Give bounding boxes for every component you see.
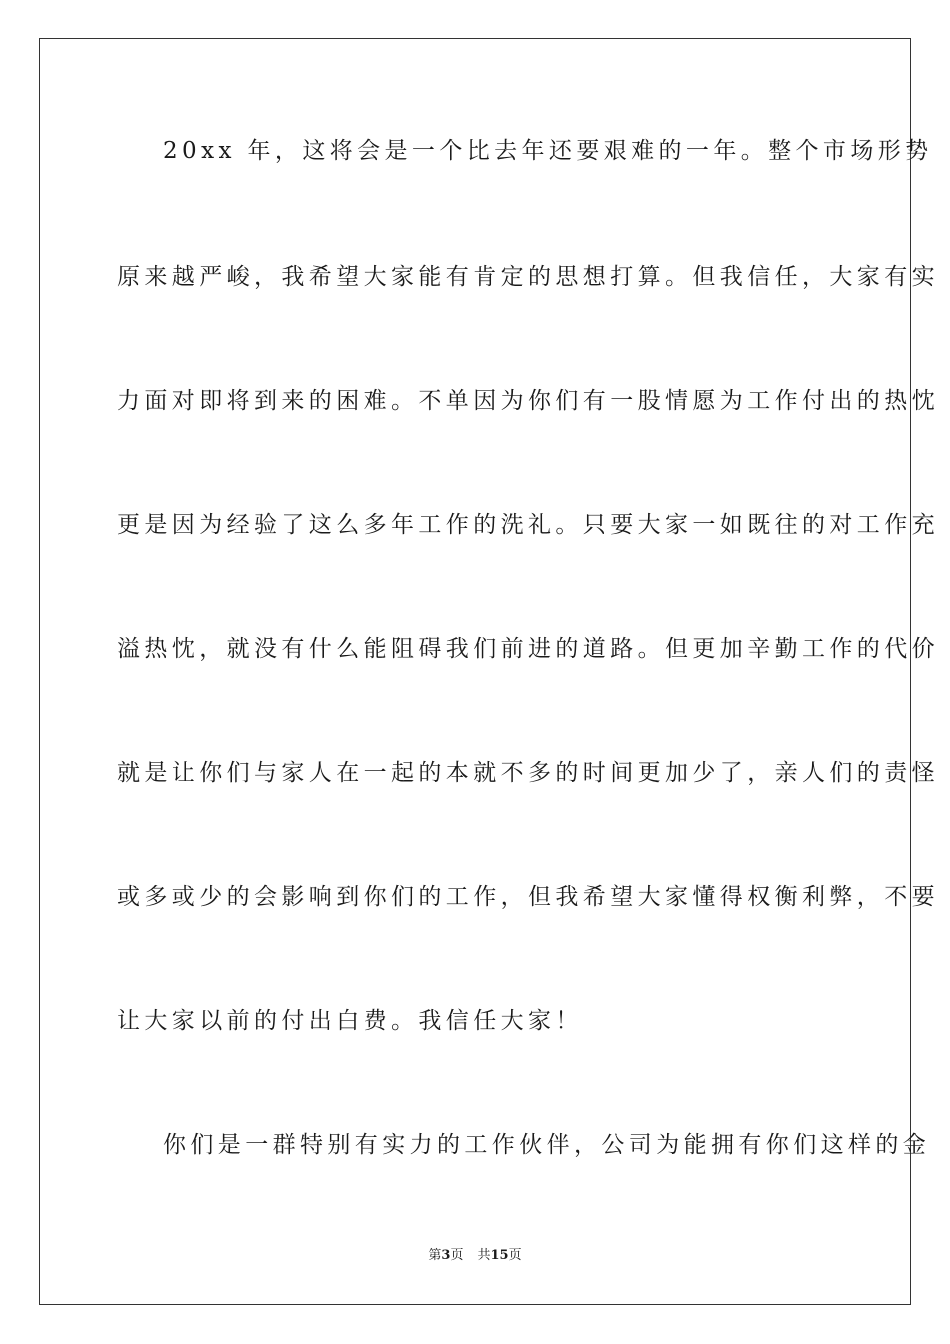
page-border	[39, 38, 939, 1305]
page-prefix: 第	[428, 1248, 442, 1263]
paragraph-line-5: 溢热忱，就没有什么能阻碍我们前进的道路。但更加辛勤工作的代价	[117, 636, 939, 662]
paragraph-line-4: 更是因为经验了这么多年工作的洗礼。只要大家一如既往的对工作充	[117, 512, 939, 538]
paragraph-line-7: 或多或少的会影响到你们的工作，但我希望大家懂得权衡利弊，不要	[117, 884, 939, 910]
total-suffix: 页	[508, 1248, 522, 1263]
paragraph-line-6: 就是让你们与家人在一起的本就不多的时间更加少了，亲人们的责怪	[117, 760, 939, 786]
paragraph-line-3: 力面对即将到来的困难。不单因为你们有一股情愿为工作付出的热忱	[117, 388, 939, 414]
page-footer	[0, 1247, 950, 1265]
total-pages: 15	[490, 1248, 509, 1263]
page-number: 3	[441, 1248, 451, 1263]
total-prefix: 共	[477, 1248, 491, 1263]
paragraph-line-8: 让大家以前的付出白费。我信任大家！	[117, 1008, 583, 1034]
paragraph-line-9: 你们是一群特别有实力的工作伙伴，公司为能拥有你们这样的金	[163, 1132, 931, 1158]
paragraph-line-1: 20xx 年，这将会是一个比去年还要艰难的一年。整个市场形势	[163, 138, 933, 164]
page-suffix: 页	[450, 1248, 464, 1263]
paragraph-line-2: 原来越严峻，我希望大家能有肯定的思想打算。但我信任，大家有实	[117, 264, 939, 290]
